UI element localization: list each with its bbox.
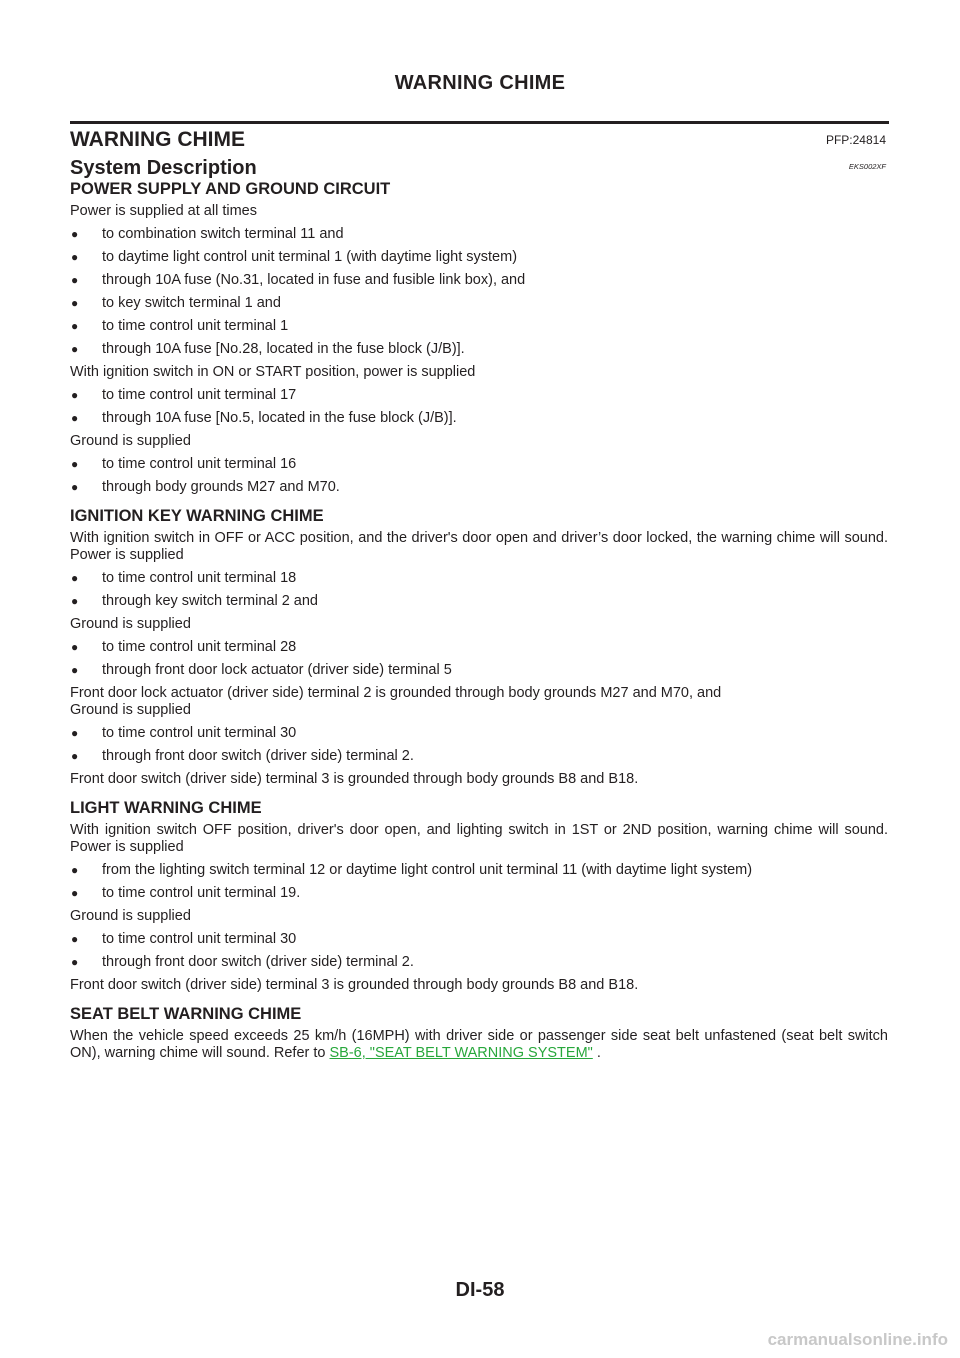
list-item: ● from the lighting switch terminal 12 or daytime light control unit terminal 11 (with daytime light system) [71, 862, 753, 878]
power-heading: POWER SUPPLY AND GROUND CIRCUIT [70, 180, 391, 198]
list-item: ● to time control unit terminal 28 [71, 639, 297, 655]
list-item: ● through front door switch (driver side) terminal 2. [71, 748, 414, 764]
light-para-2: Ground is supplied [70, 908, 191, 924]
list-item: ● to time control unit terminal 30 [71, 725, 297, 741]
pfp-code: PFP:24814 [825, 133, 886, 147]
main-title: WARNING CHIME [70, 128, 245, 151]
ignition-section [70, 505, 888, 791]
list-item: ● through 10A fuse [No.5, located in the fuse block (J/B)]. [71, 410, 457, 426]
list-item: ● through key switch terminal 2 and [71, 593, 318, 609]
list-item: ● through front door switch (driver side) terminal 2. [71, 954, 414, 970]
bullet-icon: ● [71, 594, 79, 608]
bullet-icon: ● [71, 480, 79, 494]
bullet-icon: ● [71, 886, 79, 900]
bullet-icon: ● [71, 250, 79, 264]
seatbelt-section [70, 1003, 888, 1065]
bullet-icon: ● [71, 955, 79, 969]
ignition-para-4: Front door switch (driver side) terminal 3 is grounded through body grounds B8 and B18. [70, 771, 639, 787]
ignition-para-1: With ignition switch in OFF or ACC position, and the driver's door open and driver’s door locked, the warning chime will sound. Power is supplied [70, 530, 888, 563]
bullet-icon: ● [71, 273, 79, 287]
bullet-icon: ● [71, 388, 79, 402]
bullet-icon: ● [71, 932, 79, 946]
bullet-icon: ● [71, 227, 79, 241]
list-item: ● through front door lock actuator (driver side) terminal 5 [71, 662, 452, 678]
bullet-icon: ● [71, 663, 79, 677]
bullet-icon: ● [71, 457, 79, 471]
list-item: ● to daytime light control unit terminal 1 (with daytime light system) [71, 249, 518, 265]
bullet-icon: ● [71, 319, 79, 333]
bullet-icon: ● [71, 640, 79, 654]
list-item: ● through 10A fuse [No.28, located in the fuse block (J/B)]. [71, 341, 465, 357]
page-content [70, 124, 888, 1065]
seatbelt-reference-link[interactable]: SB-6, "SEAT BELT WARNING SYSTEM" [329, 1045, 593, 1061]
page-number: DI-58 [455, 1279, 505, 1301]
ignition-para-3: Front door lock actuator (driver side) terminal 2 is grounded through body grounds M27 and M70, and Ground is supplied [70, 685, 722, 718]
title-row [70, 124, 888, 156]
seatbelt-heading: SEAT BELT WARNING CHIME [70, 1005, 302, 1023]
watermark: carmanualsonline.info [767, 1330, 948, 1349]
list-item: ● to time control unit terminal 1 [71, 318, 289, 334]
bullet-icon: ● [71, 726, 79, 740]
bullet-icon: ● [71, 571, 79, 585]
power-para-2: With ignition switch in ON or START position, power is supplied [70, 364, 476, 380]
power-para-3: Ground is supplied [70, 433, 191, 449]
ignition-para-2: Ground is supplied [70, 616, 191, 632]
power-para-1: Power is supplied at all times [70, 203, 257, 219]
seatbelt-para-1: When the vehicle speed exceeds 25 km/h (16MPH) with driver side or passenger side seat belt unfastened (seat belt switch ON), warning chime will sound. Refer to SB-6, "SEAT BELT WARNING SYSTEM" . [70, 1028, 888, 1061]
light-para-3: Front door switch (driver side) terminal 3 is grounded through body grounds B8 and B18. [70, 977, 639, 993]
section-code: EKS002XF [848, 162, 886, 171]
bullet-icon: ● [71, 296, 79, 310]
bullet-icon: ● [71, 411, 79, 425]
list-item: ● to key switch terminal 1 and [71, 295, 281, 311]
subtitle-row [70, 156, 888, 180]
ignition-heading: IGNITION KEY WARNING CHIME [70, 507, 324, 525]
list-item: ● to time control unit terminal 17 [71, 387, 297, 403]
list-item: ● to time control unit terminal 18 [71, 570, 297, 586]
bullet-icon: ● [71, 863, 79, 877]
list-item: ● to time control unit terminal 19. [71, 885, 301, 901]
bullet-icon: ● [71, 749, 79, 763]
section-title: System Description [70, 157, 257, 179]
list-item: ● through body grounds M27 and M70. [71, 479, 340, 495]
light-section [70, 797, 888, 997]
running-header: WARNING CHIME [394, 72, 566, 94]
bullet-icon: ● [71, 342, 79, 356]
list-item: ● through 10A fuse (No.31, located in fuse and fusible link box), and [71, 272, 526, 288]
power-section [70, 178, 888, 499]
light-para-1: With ignition switch OFF position, driver's door open, and lighting switch in 1ST or 2ND position, warning chime will sound. Power is supplied [70, 822, 888, 855]
list-item: ● to time control unit terminal 30 [71, 931, 297, 947]
light-heading: LIGHT WARNING CHIME [70, 799, 262, 817]
list-item: ● to time control unit terminal 16 [71, 456, 297, 472]
list-item: ● to combination switch terminal 11 and [71, 226, 344, 242]
